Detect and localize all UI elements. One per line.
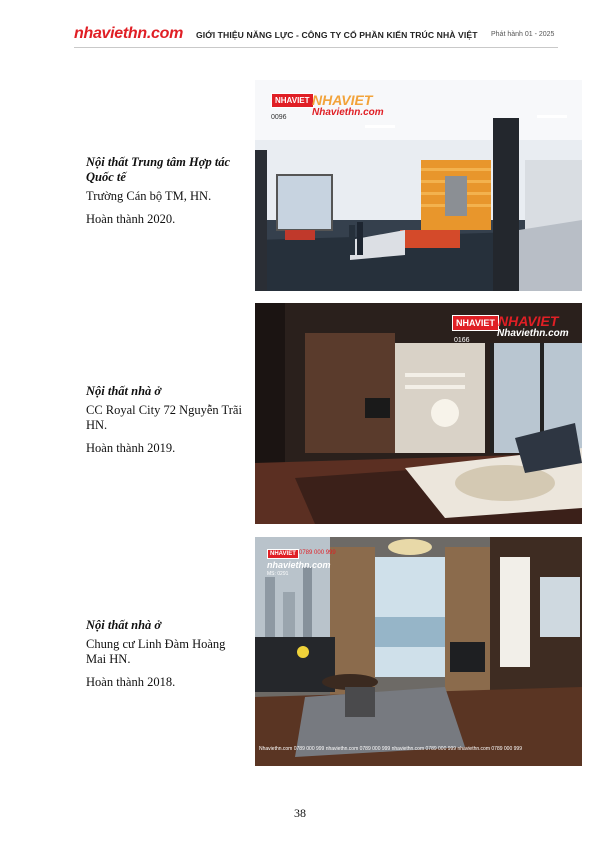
image-watermark: Nhaviethn.com 0789 000 999 nhaviethn.com 0789 000 999 nhaviethn.com 0789 000 999 nhaviethn.com 0789 000 999 xyxy=(259,746,522,752)
nhaviet-logo-url: nhaviethn.com xyxy=(267,560,331,570)
nhaviet-logo-badge: NHAVIET xyxy=(271,93,314,108)
project-location: CC Royal City 72 Nguyễn Trãi HN. xyxy=(86,403,242,432)
project-description-3 xyxy=(86,618,246,690)
project-completed: Hoàn thành 2020. xyxy=(86,212,176,226)
project-completed: Hoàn thành 2019. xyxy=(86,441,176,455)
header-edition: Phát hành 01 - 2025 xyxy=(491,31,555,38)
nhaviet-logo-badge: NHAVIET xyxy=(267,549,299,559)
nhaviet-logo-url: Nhaviethn.com xyxy=(312,107,384,118)
page-number: 38 xyxy=(294,806,306,820)
nhaviet-logo-badge: NHAVIET xyxy=(452,315,499,331)
project-description-1 xyxy=(86,155,246,227)
nhaviet-logo-word: NHAVIET xyxy=(312,92,373,108)
project-description-2 xyxy=(86,384,246,456)
project-photo-1 xyxy=(255,80,582,291)
page-header xyxy=(0,22,600,48)
nhaviet-logo-word: NHAVIET xyxy=(498,313,559,329)
project-title: Nội thất Trung tâm Hợp tác Quốc tế xyxy=(86,155,231,184)
header-title: GIỚI THIỆU NĂNG LỰC - CÔNG TY CỔ PHẦN KIẾN TRÚC NHÀ VIỆT xyxy=(196,30,478,40)
brand-logo-text: nhaviethn.com xyxy=(74,25,184,42)
logo-phone: 0789 000 999 xyxy=(299,550,336,556)
project-title: Nội thất nhà ở xyxy=(86,618,162,632)
living-room-render xyxy=(255,537,582,766)
project-location: Trường Cán bộ TM, HN. xyxy=(86,189,212,203)
project-completed: Hoàn thành 2018. xyxy=(86,675,176,689)
project-location: Chung cư Linh Đàm Hoàng Mai HN. xyxy=(86,637,226,666)
image-code: MS: 0291 xyxy=(267,571,289,577)
project-photo-3 xyxy=(255,537,582,766)
project-photo-2 xyxy=(255,303,582,524)
image-code: 0096 xyxy=(271,114,287,121)
project-title: Nội thất nhà ở xyxy=(86,384,162,398)
lobby-render xyxy=(255,80,582,291)
header-divider xyxy=(74,47,558,48)
image-code: 0166 xyxy=(454,337,470,344)
nhaviet-logo-url: Nhaviethn.com xyxy=(497,328,569,339)
